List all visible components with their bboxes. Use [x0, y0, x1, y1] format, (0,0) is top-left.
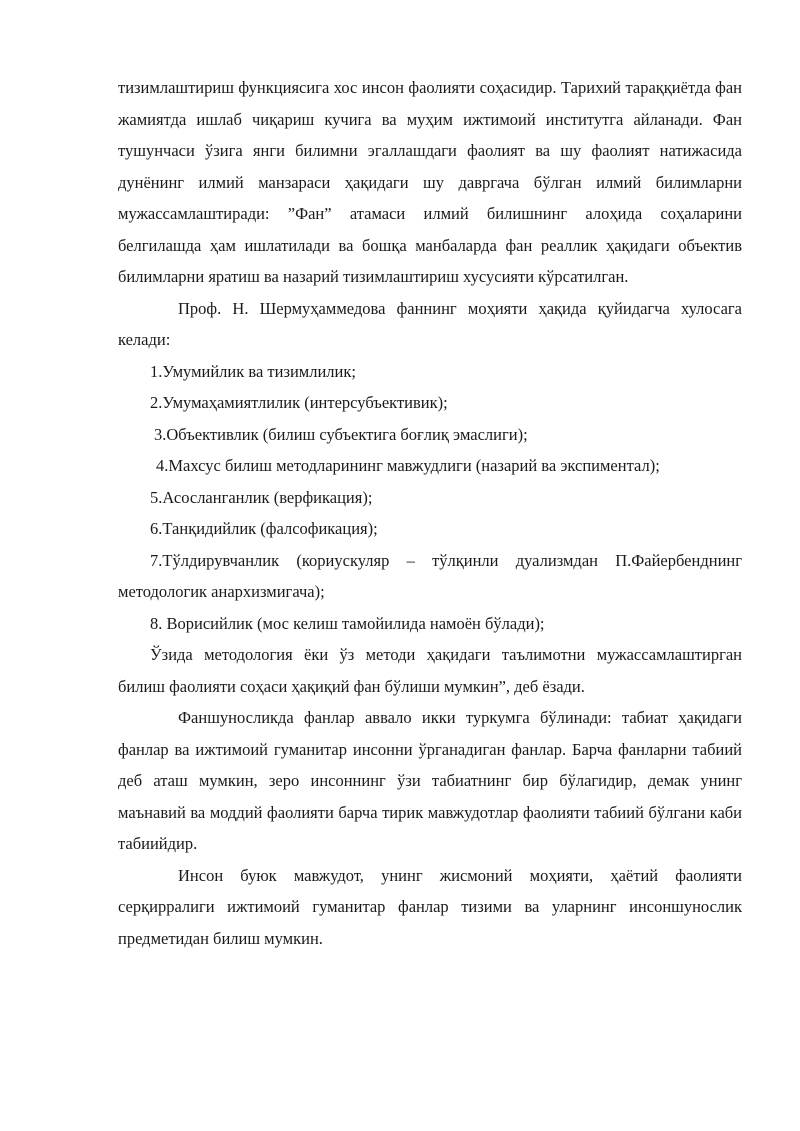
- list-item-3: 3.Объективлик (билиш субъектига боғлиқ эмаслиги);: [154, 424, 528, 444]
- paragraph-human-being: Инсон буюк мавжудот, унинг жисмоний моҳияти, ҳаётий фаолияти серқирралиги ижтимоий гуманитар фанлар тизими ва уларнинг инсоншунослик предметидан билиш мумкин.: [118, 865, 742, 948]
- list-item-5: 5.Асосланганлик (верфикация);: [150, 487, 373, 507]
- list-item-8: 8. Ворисийлик (мос келиш тамойилида намоён бўлади);: [150, 613, 545, 633]
- paragraph-fan-classification: Фаншуносликда фанлар аввало икки туркумга бўлинади: табиат ҳақидаги фанлар ва ижтимоий гуманитар инсонни ўрганадиган фанлар. Барча фанларни табиий деб аташ мумкин, зеро инсоннинг ўзи табиатнинг бир бўлагидир, демак унинг маънавий ва моддий фаолияти барча тирик мавжудотлар фаолияти табиий бўлгани каби табиийдир.: [118, 708, 742, 853]
- list-item-6: 6.Танқидийлик (фалсофикация);: [150, 519, 378, 538]
- list-item-1: 1.Умумийлик ва тизимлилик;: [150, 361, 356, 381]
- list-item-4: 4.Махсус билиш методларининг мавжудлиги (назарий ва экспиментал);: [156, 456, 660, 475]
- list-item-7: 7.Тўлдирувчанлик (кориускуляр – тўлқинли дуализмдан П.Файербенднинг методологик анархизмигача);: [118, 550, 742, 601]
- paragraph-intro: тизимлаштириш функциясига хос инсон фаолияти соҳасидир. Тарихий тараққиётда фан жамиятда ишлаб чиқариш кучига ва муҳим ижтимоий институтга айланади. Фан тушунчаси ўзига янги билимни эгаллашдаги фаолият ва шу фаолият натижасида дунёнинг илмий манзараси ҳақидаги шу давргача бўлган илмий билимларни мужассамлаштиради: ”Фан” атамаси илмий билишнинг алоҳида соҳаларини белгилашда ҳам ишлатилади ва бошқа манбаларда фан реаллик ҳақидаги объектив билимларни яратиш ва назарий тизимлаштириш хусусияти кўрсатилган.: [118, 78, 742, 286]
- paragraph-professor-quote: Проф. Н. Шермуҳаммедова фаннинг моҳияти ҳақида қуйидагча хулосага келади:: [118, 298, 742, 349]
- document-body: [118, 72, 742, 954]
- list-item-2: 2.Умумаҳамиятлилик (интерсубъективик);: [150, 393, 448, 412]
- paragraph-closing-quote: Ўзида методология ёки ўз методи ҳақидаги таълимотни мужассамлаштирган билиш фаолияти соҳаси ҳақиқий фан бўлиши мумкин”, деб ёзади.: [118, 645, 742, 696]
